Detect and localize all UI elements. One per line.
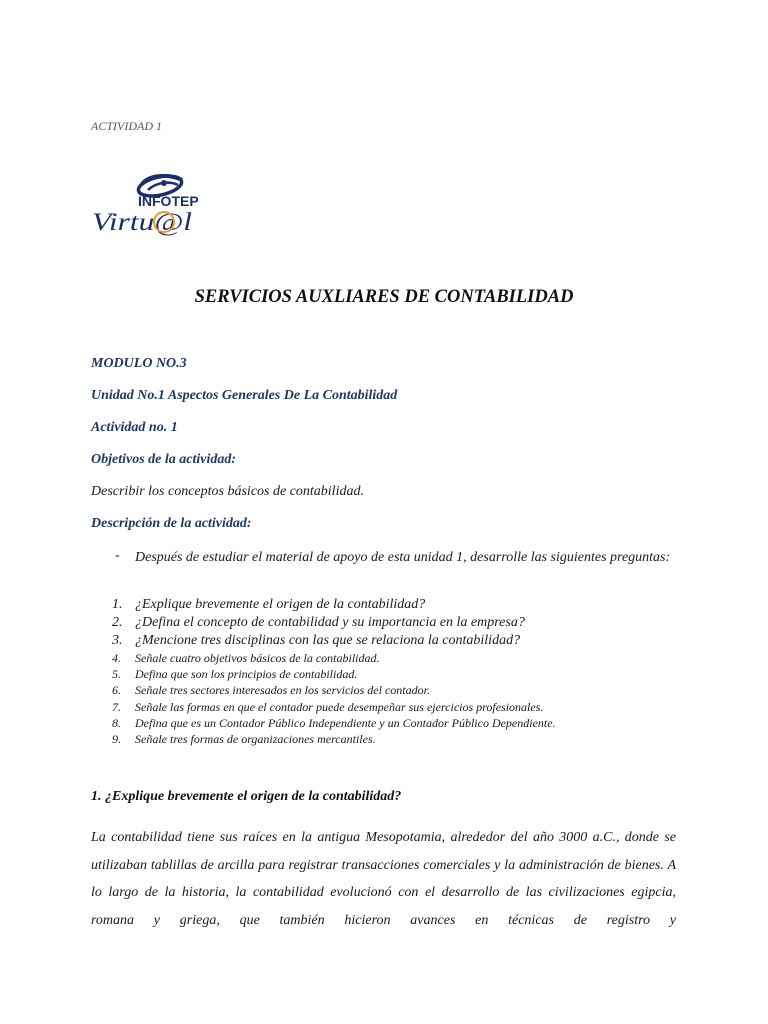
infotep-virtual-logo [90, 172, 198, 238]
question-number: 8. [112, 715, 121, 730]
question-text: Defina que es un Contador Público Independiente y un Contador Público Dependiente. [135, 715, 556, 730]
question-text: ¿Mencione tres disciplinas con las que se relaciona la contabilidad? [135, 633, 521, 648]
activity-heading: Actividad no. 1 [91, 420, 178, 435]
question-item [91, 651, 691, 667]
question-number: 4. [112, 651, 121, 665]
answer-heading: 1. ¿Explique brevemente el origen de la contabilidad? [91, 789, 402, 804]
question-item [91, 683, 691, 699]
description-heading: Descripción de la actividad: [91, 516, 252, 531]
question-number: 2. [112, 615, 123, 630]
question-number: 5. [112, 667, 121, 682]
question-text: ¿Explique brevemente el origen de la contabilidad? [135, 597, 426, 612]
header-label: ACTIVIDAD 1 [91, 119, 162, 133]
question-number: 1. [112, 597, 123, 612]
logo-graphic [90, 172, 198, 238]
question-number: 6. [112, 683, 121, 698]
question-item [91, 667, 691, 683]
objectives-text: Describir los conceptos básicos de contabilidad. [91, 484, 364, 499]
question-item [91, 716, 691, 732]
question-item [91, 633, 691, 651]
question-list [91, 597, 691, 748]
question-item [91, 732, 691, 748]
module-heading: MODULO NO.3 [91, 356, 187, 371]
question-item [91, 615, 691, 633]
answer-paragraph: La contabilidad tiene sus raíces en la antigua Mesopotamia, alrededor del año 3000 a.C., donde se utilizaban tablillas de arcilla para registrar transacciones comerciales y la administración de bienes. A lo largo de la historia, la contabilidad evolucionó con el desarrollo de las civilizaciones egipcia, romana y griega, que también hicieron avances en técnicas de registro y [91, 830, 676, 928]
question-text: ¿Defina el concepto de contabilidad y su importancia en la empresa? [135, 615, 525, 630]
question-number: 3. [112, 633, 123, 648]
question-item [91, 700, 691, 716]
question-number: 7. [112, 699, 121, 714]
document-title: SERVICIOS AUXLIARES DE CONTABILIDAD [194, 287, 574, 307]
logo-script-text: Virtu@l [92, 209, 193, 236]
objectives-heading: Objetivos de la actividad: [91, 452, 237, 467]
question-number: 9. [112, 731, 121, 746]
question-text: Señale tres formas de organizaciones mercantiles. [135, 731, 376, 746]
question-item [91, 597, 691, 615]
question-text: Señale las formas en que el contador puede desempeñar sus ejercicios profesionales. [135, 699, 544, 714]
question-text: Señale tres sectores interesados en los servicios del contador. [135, 683, 430, 698]
question-text: Señale cuatro objetivos básicos de la contabilidad. [135, 651, 380, 665]
intro-bullet: - [115, 548, 120, 563]
logo-brand-text: INFOTEP [138, 193, 198, 209]
question-text: Defina que son los principios de contabilidad. [135, 667, 358, 682]
intro-text: Después de estudiar el material de apoyo de esta unidad 1, desarrolle las siguientes preguntas: [135, 550, 671, 565]
unit-heading: Unidad No.1 Aspectos Generales De La Contabilidad [91, 388, 398, 403]
